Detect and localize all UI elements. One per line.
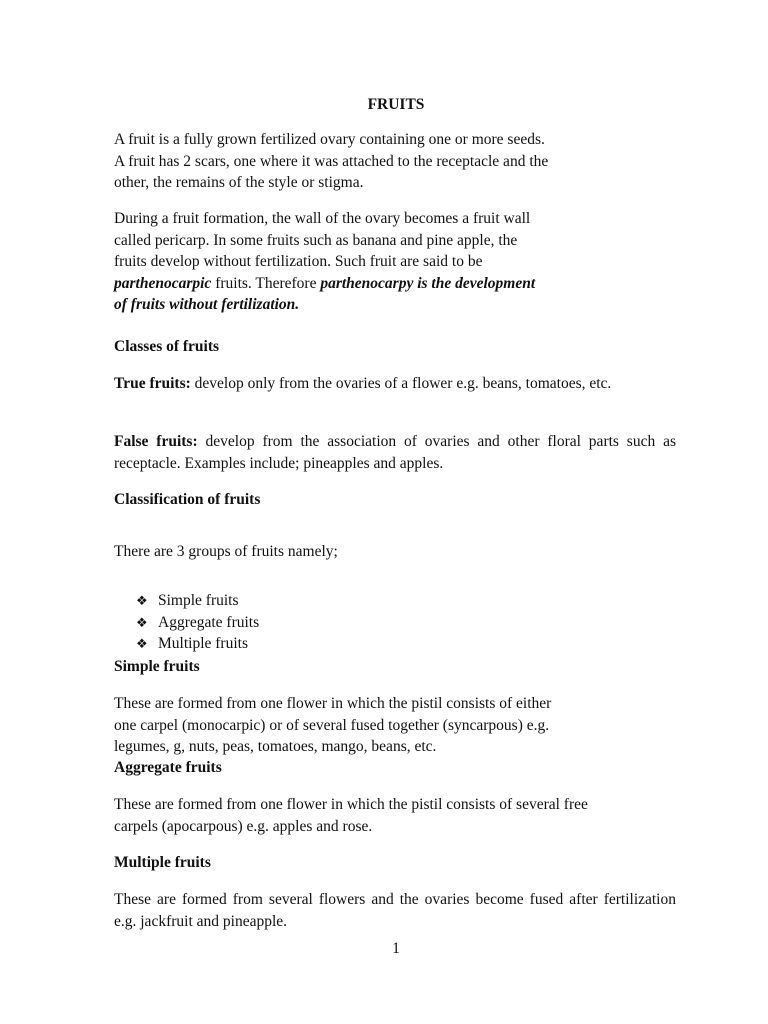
formation-paragraph (114, 208, 614, 316)
intro-paragraph (114, 129, 614, 194)
parthenocarpy-definition: parthenocarpy is the development (320, 274, 536, 292)
diamond-bullet-icon: ❖ (136, 637, 148, 652)
page-title: FRUITS (367, 96, 425, 113)
false-fruits-text: develop from the association of ovaries and other floral parts such as receptacle. Examples include; pineapples and apples. (114, 433, 677, 472)
formation-line: called pericarp. In some fruits such as banana and pine apple, the (114, 231, 518, 249)
aggregate-fruits-heading: Aggregate fruits (114, 759, 222, 776)
list-item: ❖ Multiple fruits (136, 633, 259, 655)
diamond-bullet-icon: ❖ (136, 615, 148, 631)
multiple-fruits-heading: Multiple fruits (114, 854, 211, 871)
classification-heading: Classification of fruits (114, 491, 261, 508)
page-number: 1 (392, 940, 400, 957)
fruit-groups-list (136, 590, 259, 655)
intro-line: A fruit is a fully grown fertilized ovary containing one or more seeds. (114, 131, 545, 148)
intro-line: A fruit has 2 scars, one where it was attached to the receptacle and the (114, 152, 549, 170)
true-fruits-label: True fruits: (114, 375, 191, 392)
false-fruits-paragraph (114, 431, 676, 474)
true-fruits-text: develop only from the ovaries of a flower e.g. beans, tomatoes, etc. (190, 375, 612, 392)
parthenocarpy-definition-cont: of fruits without fertilization. (114, 296, 300, 313)
intro-line: other, the remains of the style or stigma. (114, 174, 364, 191)
list-item: ❖ Aggregate fruits (136, 612, 259, 634)
parthenocarpic-term: parthenocarpic (114, 274, 212, 292)
true-fruits-paragraph (114, 373, 676, 395)
diamond-bullet-icon: ❖ (136, 594, 148, 609)
formation-mid-text: fruits. Therefore (211, 274, 321, 292)
formation-line: During a fruit formation, the wall of the ovary becomes a fruit wall (114, 210, 531, 227)
simple-fruits-paragraph: These are formed from one flower in which the pistil consists of either one carpel (monocarpic) or of several fused together (syncarpous) e.g. legumes, g, nuts, peas, tomatoes, mango, beans, etc. (114, 695, 552, 755)
multiple-fruits-paragraph: These are formed from several flowers and the ovaries become fused after fertilization e.g. jackfruit and pineapple. (114, 891, 676, 930)
list-item: ❖ Simple fruits (136, 590, 259, 612)
document-page (114, 0, 678, 1024)
groups-intro: There are 3 groups of fruits namely; (114, 543, 338, 560)
false-fruits-label: False fruits: (114, 433, 198, 450)
simple-fruits-heading: Simple fruits (114, 658, 200, 675)
classes-heading: Classes of fruits (114, 338, 220, 355)
aggregate-fruits-paragraph: These are formed from one flower in which the pistil consists of several free carpels (apocarpous) e.g. apples and rose. (114, 796, 588, 835)
formation-line: fruits develop without fertilization. Such fruit are said to be (114, 253, 483, 270)
